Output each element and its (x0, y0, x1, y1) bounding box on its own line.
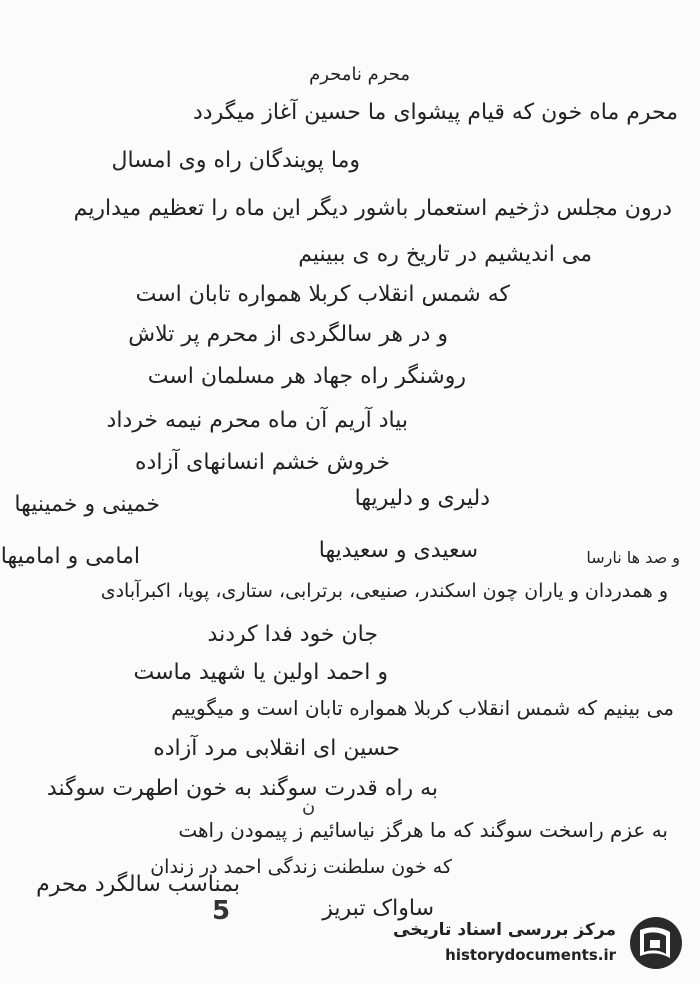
poem-line-9: خروش خشم انسانهای آزاده (135, 450, 390, 475)
poem-line-16: جان خود فدا کردند (207, 622, 378, 647)
poem-line-8: بیاد آریم آن ماه محرم نیمه خرداد (106, 408, 408, 433)
poem-line-11: دلیری و دلیریها (354, 486, 490, 511)
poem-line-24: ساواک تبریز (322, 896, 434, 921)
poem-line-20: به راه قدرت سوگند به خون اطهرت سوگند (46, 776, 438, 801)
watermark-site: historydocuments.ir (445, 946, 616, 964)
poem-line-1: محرم ماه خون که قیام پیشوای ما حسین آغاز میگردد (193, 100, 678, 125)
poem-line-12: امامی و امامیها (0, 544, 140, 569)
archive-watermark (393, 912, 690, 974)
poem-line-7: روشنگر راه جهاد هر مسلمان است (147, 364, 466, 389)
poem-line-21: به عزم راسخت سوگند که ما هرگز نیاسائیم ز پیمودن راهت (178, 818, 668, 842)
poem-line-5: که شمس انقلاب کربلا همواره تابان است (135, 282, 510, 307)
margin-mark-note: ن (302, 796, 316, 817)
document-title: محرم نامحرم (309, 64, 410, 85)
archive-logo-icon (626, 914, 686, 972)
poem-line-22: که خون سلطنت زندگی احمد در زندان (150, 856, 452, 878)
poem-line-18: می بینیم که شمس انقلاب کربلا همواره تابان است و میگوییم (171, 696, 674, 720)
poem-line-6: و در هر سالگردی از محرم پر تلاش (128, 322, 448, 347)
poem-line-17: و احمد اولین یا شهید ماست (133, 660, 388, 685)
poem-line-15: و همدردان و یاران چون اسکندر، صنیعی، برترابی، ستاری، پویا، اکبرآبادی (100, 580, 668, 602)
poem-line-3: درون مجلس دژخیم استعمار باشور دیگر این ماه را تعظیم میداریم (73, 196, 672, 221)
poem-line-19: حسین ای انقلابی مرد آزاده (153, 736, 400, 761)
poem-line-23: بمناسب سالگرد محرم (36, 872, 240, 897)
watermark-org-name: مرکز بررسی اسناد تاریخی (393, 920, 616, 940)
poem-line-4: می اندیشیم در تاریخ ره ی ببینیم (298, 242, 592, 267)
poem-line-13: سعیدی و سعیدیها (318, 538, 478, 563)
poem-line-14: و صد ها نارسا (586, 548, 680, 567)
margin-mark-number: 5 (212, 896, 231, 926)
poem-line-10: خمینی و خمینیها (14, 492, 160, 517)
poem-line-2: وما پویندگان راه وی امسال (111, 148, 360, 173)
